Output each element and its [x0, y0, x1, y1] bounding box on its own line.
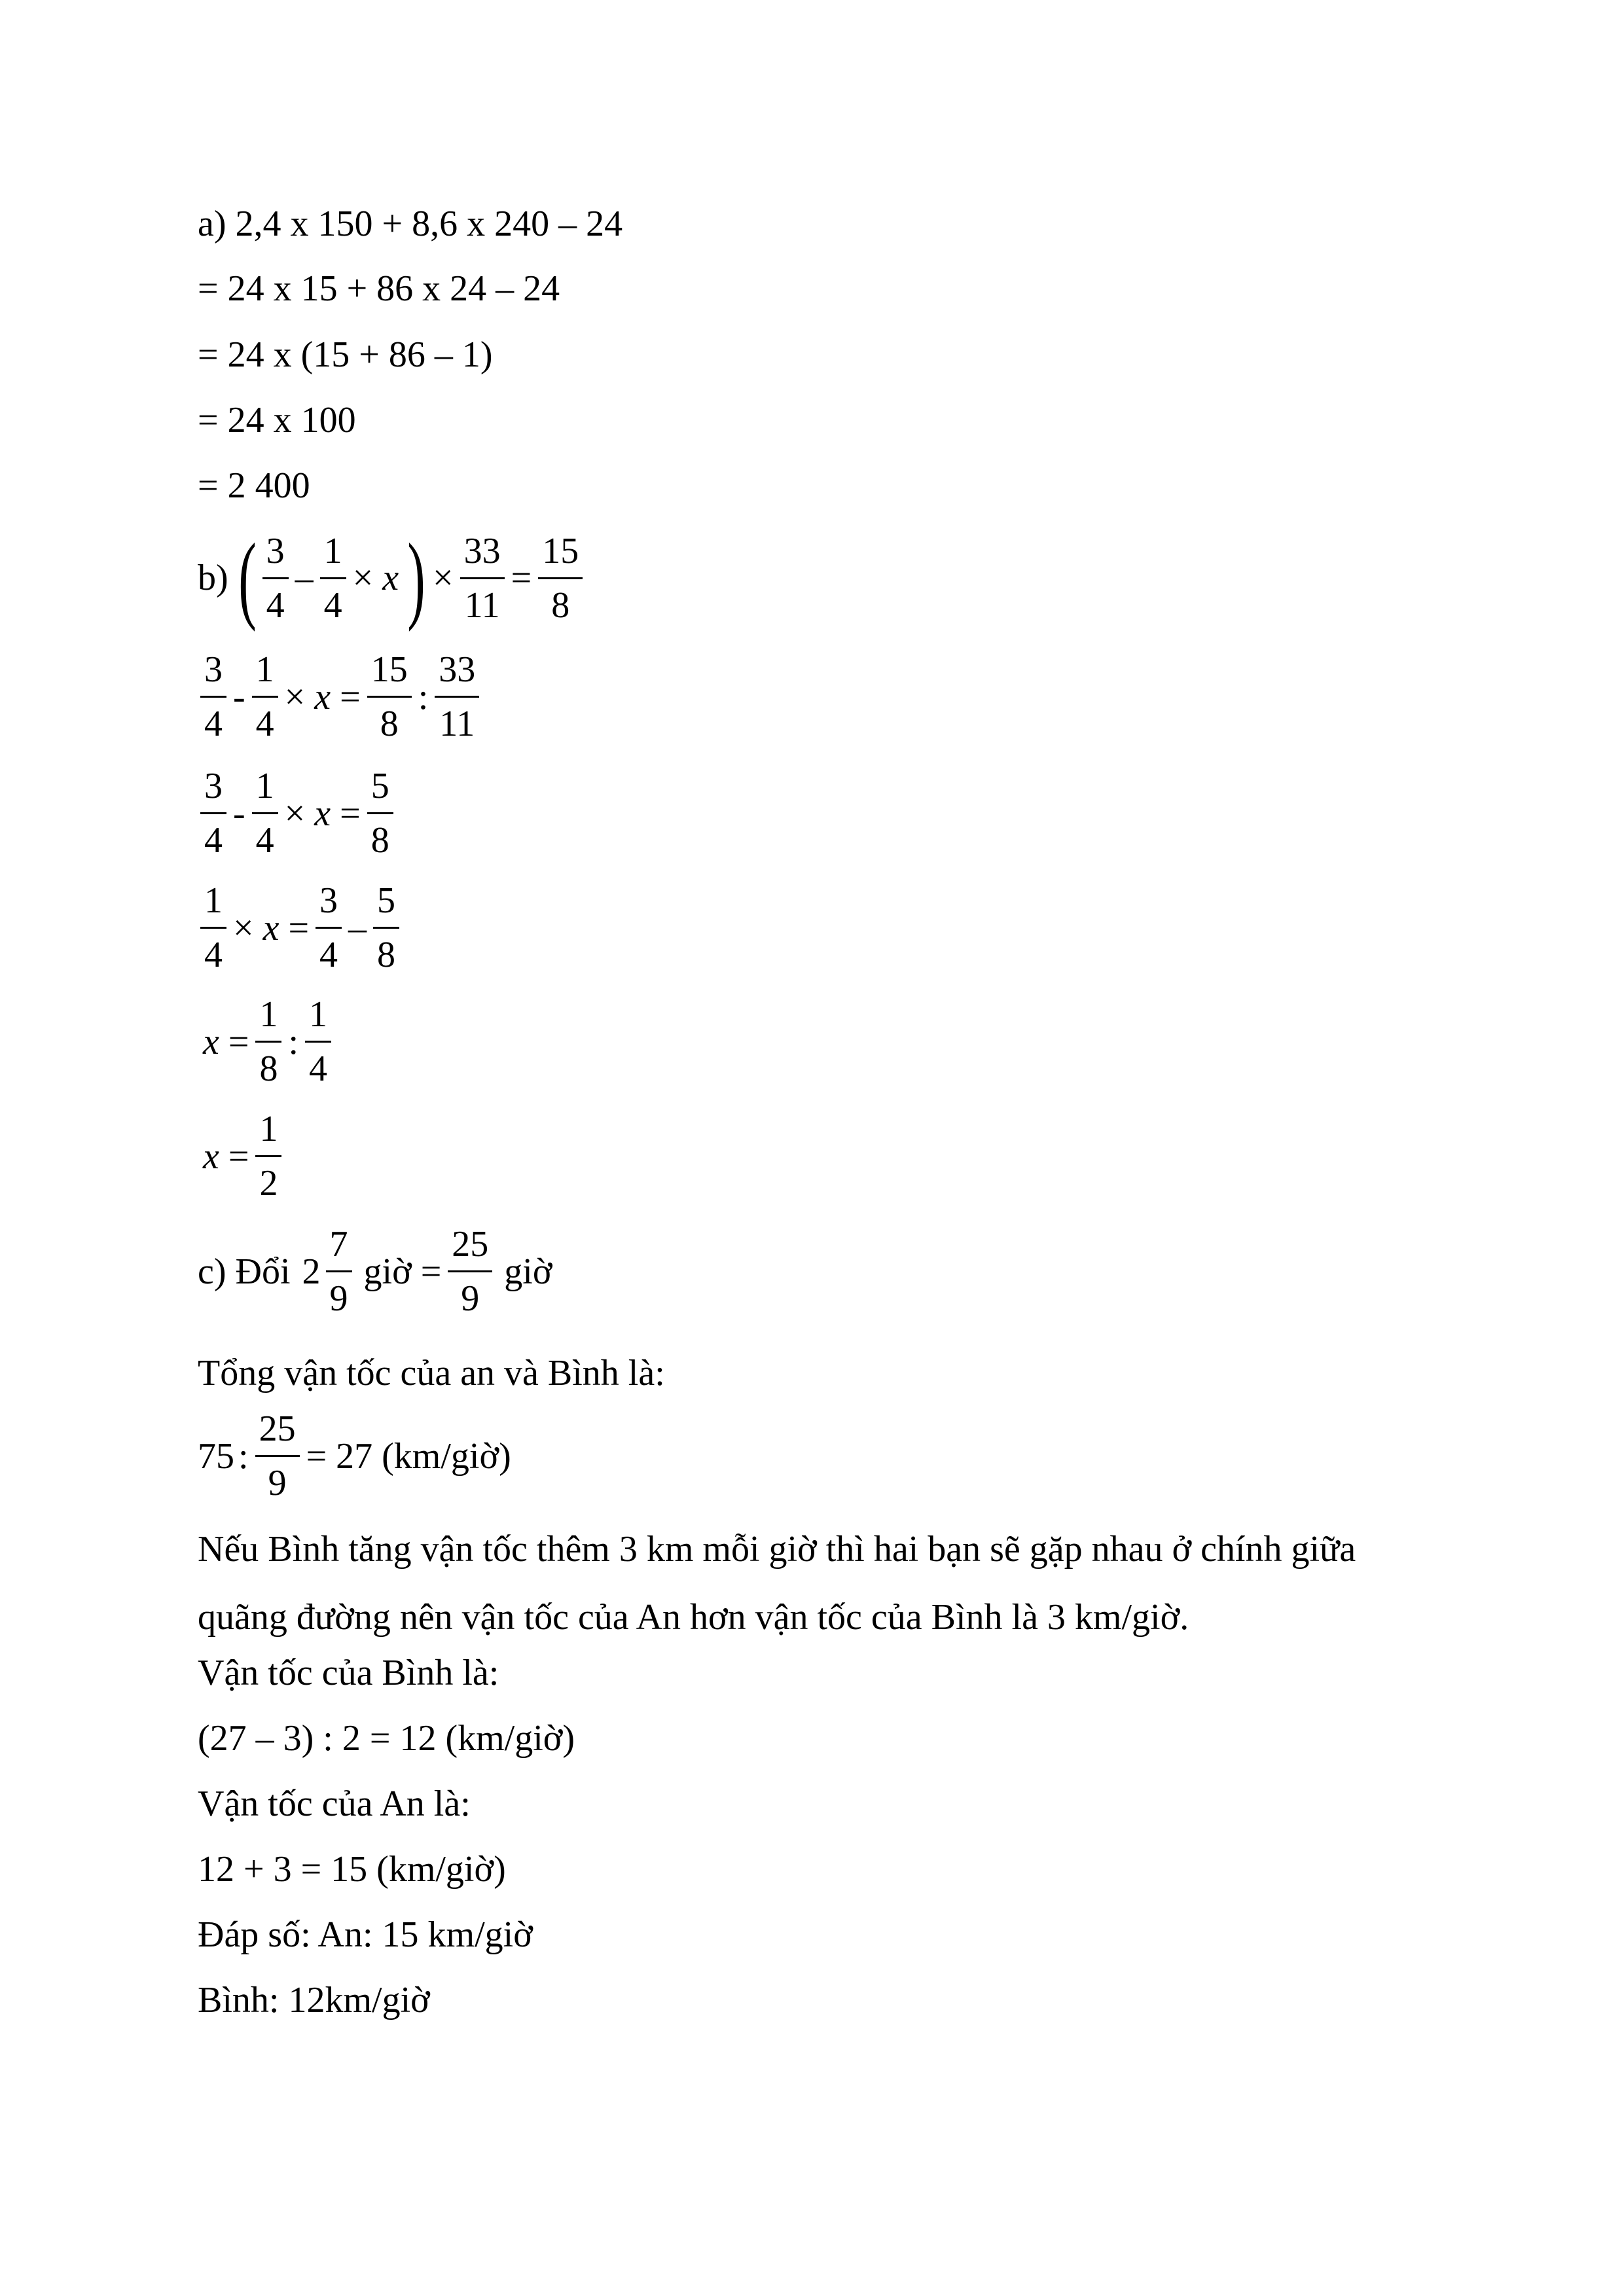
part-b-step-4: $\frac{1}{4}$ × x = $\frac{3}{4}$ – $\frac{5}{8}$ [198, 882, 402, 973]
fraction: $\frac{1}{4}$ [320, 533, 346, 624]
part-c-answer: Đáp số: An: 15 km/giờ [198, 1914, 533, 1955]
part-c-line-3: (27 – 3) : 2 = 12 (km/giờ) [198, 1718, 575, 1759]
part-b-step-5: x = $\frac{1}{8}$ : $\frac{1}{4}$ [198, 996, 334, 1087]
part-a-line-5: = 2 400 [198, 465, 310, 506]
close-paren: ) [407, 524, 425, 632]
fraction: $\frac{15}{8}$ [538, 533, 583, 624]
part-a-line-3: = 24 x (15 + 86 – 1) [198, 334, 493, 375]
part-c-conversion: c) Đổi 2 $\frac{7}{9}$ giờ = $\frac{25}{9}$ giờ [198, 1224, 552, 1319]
part-c-line-5: 12 + 3 = 15 (km/giờ) [198, 1849, 506, 1890]
part-c-line-1: Tổng vận tốc của an và Bình là: [198, 1353, 665, 1393]
part-b-step-2: $\frac{3}{4}$ - $\frac{1}{4}$ × x = $\frac{15}{8}$ : $\frac{33}{11}$ [198, 651, 482, 742]
part-c-paragraph: Nếu Bình tăng vận tốc thêm 3 km mỗi giờ thì hai bạn sẽ gặp nhau ở chính giữa quãng đường nên vận tốc của An hơn vận tốc của Bình là 3 km/giờ. [198, 1529, 1356, 1638]
part-b-label: b) [198, 558, 228, 598]
part-a-line-4: = 24 x 100 [198, 400, 356, 440]
part-c-answer-binh: Bình: 12km/giờ [198, 1980, 430, 2020]
open-paren: ( [238, 524, 257, 632]
part-b-step-6: x = $\frac{1}{2}$ [198, 1111, 284, 1202]
part-a-line-2: = 24 x 15 + 86 x 24 – 24 [198, 268, 560, 309]
part-c-calc-1: 75 : $\frac{25}{9}$ = 27 (km/giờ) [198, 1408, 511, 1503]
part-a-line-1: a) 2,4 x 150 + 8,6 x 240 – 24 [198, 204, 623, 244]
part-b-step-3: $\frac{3}{4}$ - $\frac{1}{4}$ × x = $\frac{5}{8}$ [198, 768, 396, 859]
part-b-equation: b) ( $\frac{3}{4}$ – $\frac{1}{4}$ × x ) × $\frac{33}{11}$ = $\frac{15}{8}$ [198, 529, 585, 627]
part-c-line-2: Vận tốc của Bình là: [198, 1653, 499, 1693]
fraction: $\frac{33}{11}$ [460, 533, 505, 624]
fraction: $\frac{3}{4}$ [262, 533, 289, 624]
part-c-line-4: Vận tốc của An là: [198, 1784, 471, 1824]
